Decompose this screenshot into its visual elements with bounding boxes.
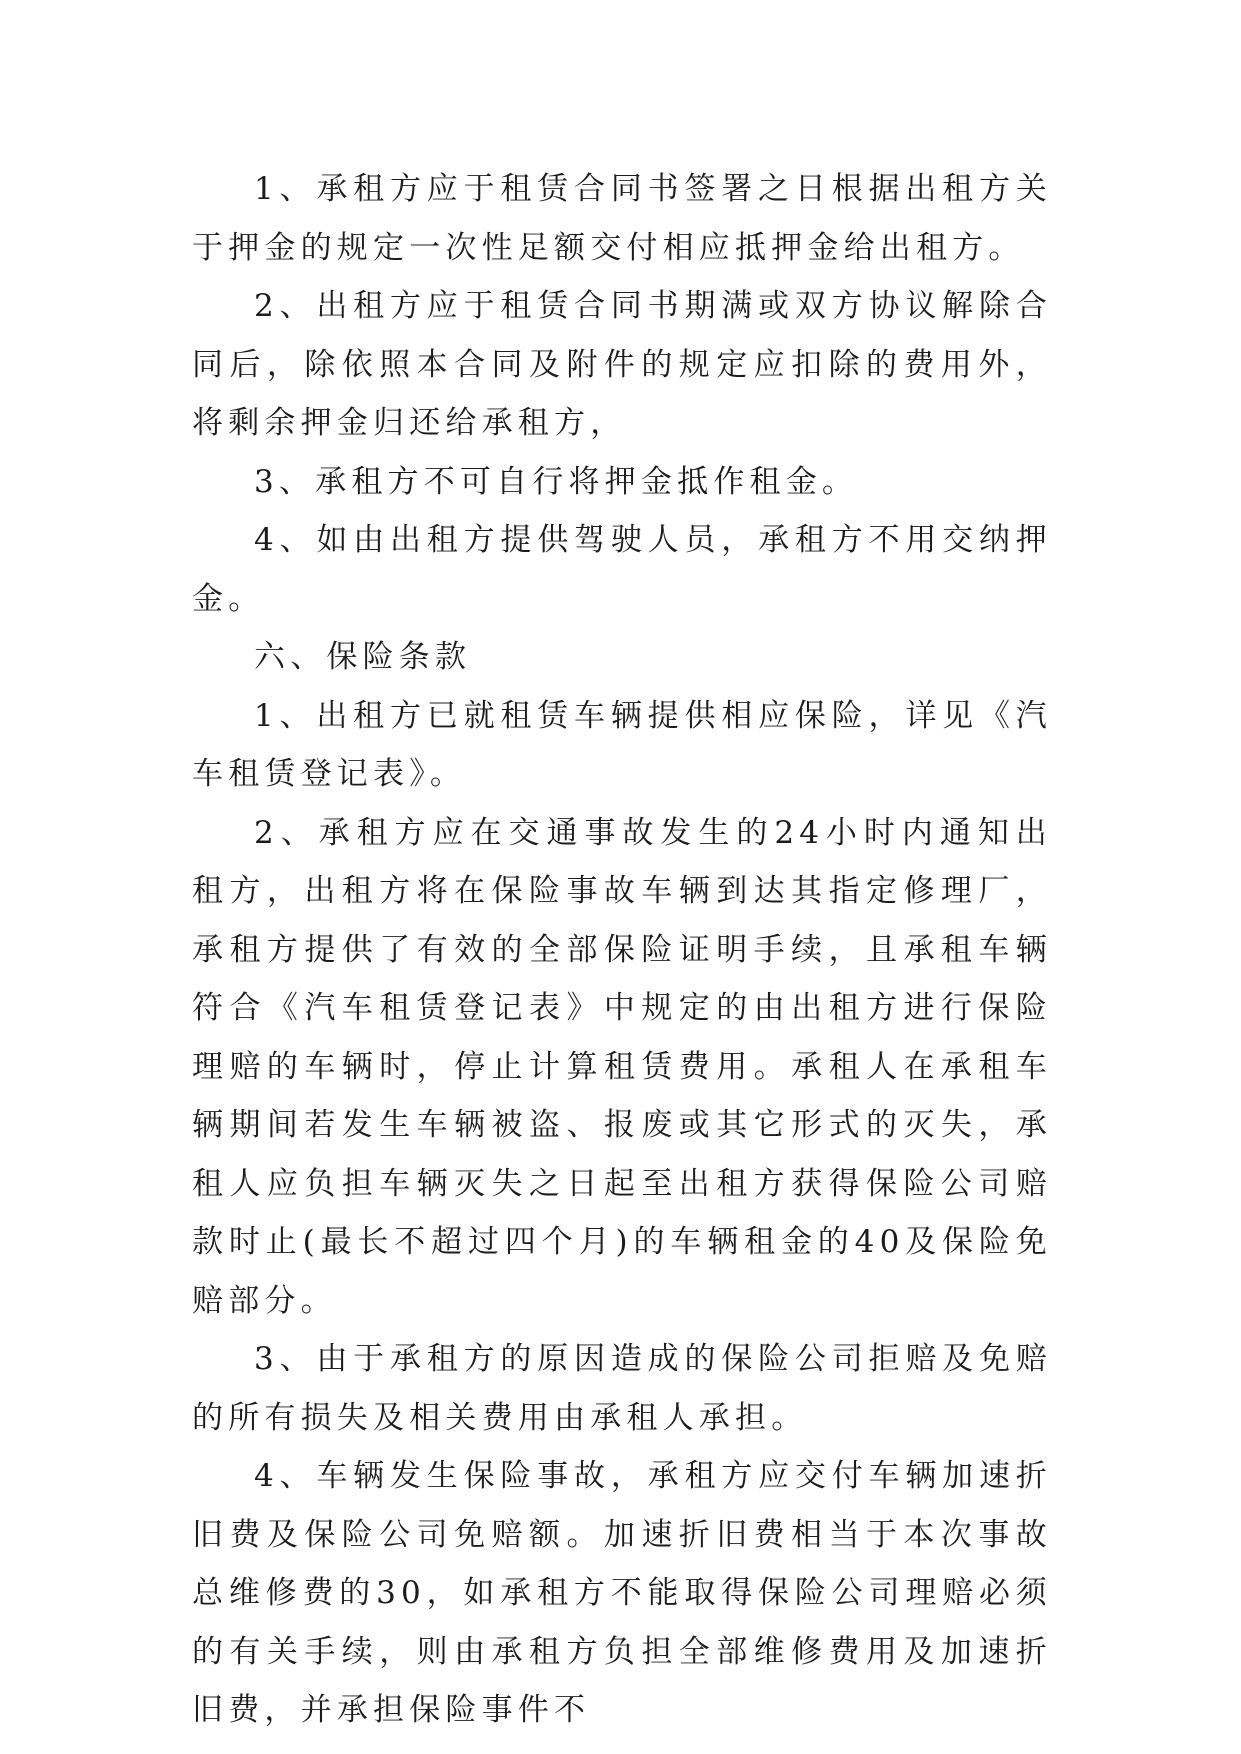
paragraph-depreciation-fee: 4、车辆发生保险事故，承租方应交付车辆加速折旧费及保险公司免赔额。加速折旧费相当于本次事故总维修费的30，如承租方不能取得保险公司理赔必须的有关手续，则由承租方负担全部维修费用及加速折旧费，并承担保险事件不 (192, 1458, 1052, 1728)
paragraph-claim-refusal: 3、由于承租方的原因造成的保险公司拒赔及免赔的所有损失及相关费用由承租人承担。 (192, 1341, 1052, 1436)
section-heading-insurance: 六、保险条款 (254, 639, 472, 675)
paragraph-accident-notice: 2、承租方应在交通事故发生的24小时内通知出租方，出租方将在保险事故车辆到达其指定修理厂，承租方提供了有效的全部保险证明手续，且承租车辆符合《汽车租赁登记表》中规定的由出租方进行保险理赔的车辆时，停止计算租赁费用。承租人在承租车辆期间若发生车辆被盗、报废或其它形式的灭失，承租人应负担车辆灭失之日起至出租方获得保险公司赔款时止(最长不超过四个月)的车辆租金的40及保险免赔部分。 (192, 814, 1052, 1319)
document-body (192, 160, 1052, 1740)
paragraph-driver-no-deposit: 4、如由出租方提供驾驶人员，承租方不用交纳押金。 (192, 522, 1052, 617)
paragraph-deposit-return: 2、出租方应于租赁合同书期满或双方协议解除合同后，除依照本合同及附件的规定应扣除的费用外，将剩余押金归还给承租方， (192, 288, 1052, 441)
paragraph-deposit-payment: 1、承租方应于租赁合同书签署之日根据出租方关于押金的规定一次性足额交付相应抵押金给出租方。 (192, 171, 1052, 266)
paragraph-insurance-provided: 1、出租方已就租赁车辆提供相应保险，详见《汽车租赁登记表》。 (192, 697, 1052, 792)
paragraph-deposit-not-rent: 3、承租方不可自行将押金抵作租金。 (254, 463, 859, 500)
